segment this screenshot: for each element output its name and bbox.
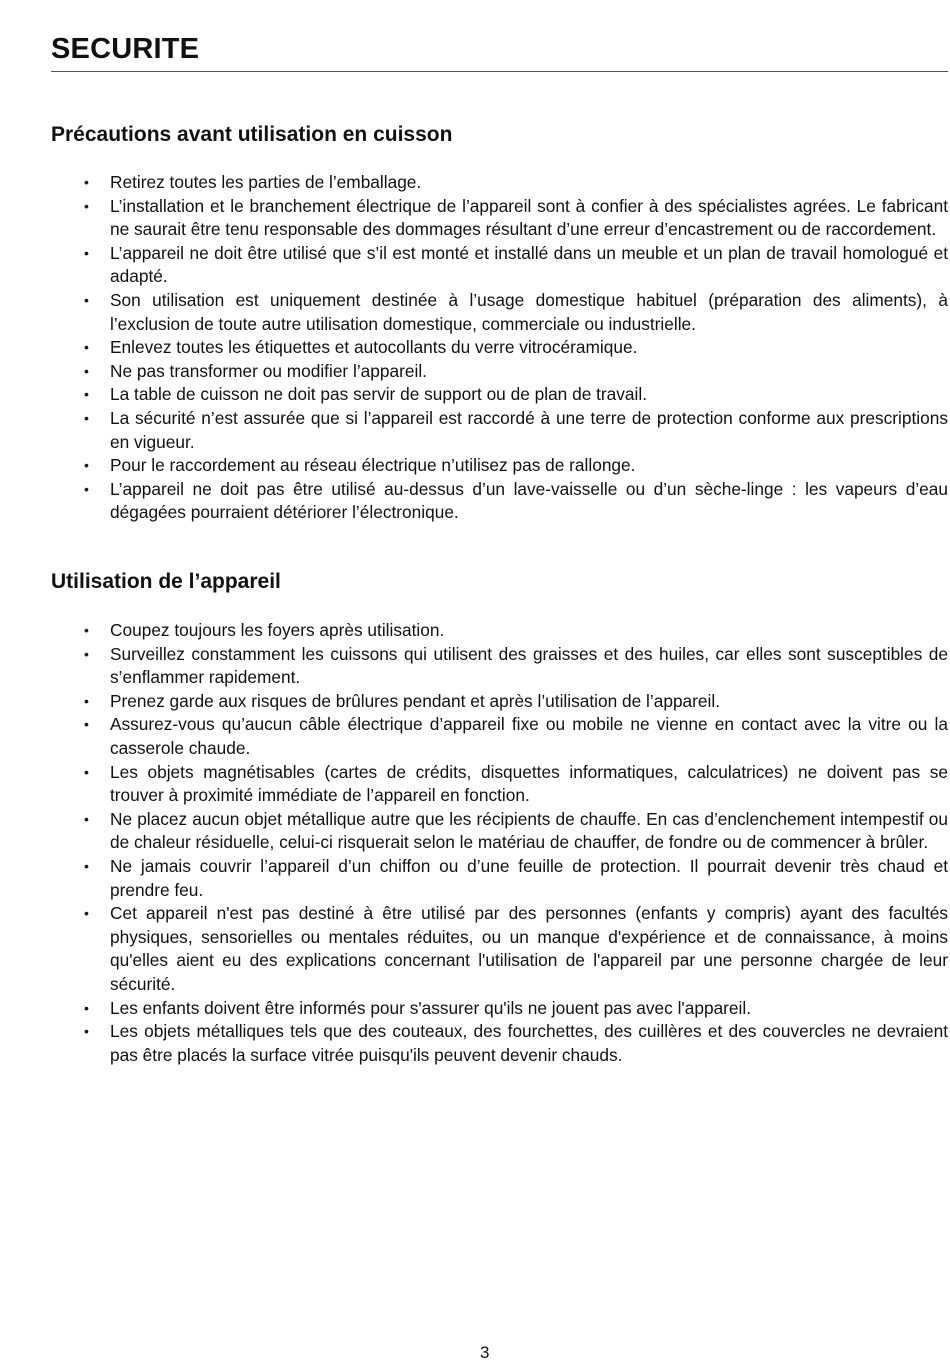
list-item-text: L’appareil ne doit être utilisé que s’il est monté et installé dans un meuble et un plan de travail homologué et adapté. bbox=[110, 242, 948, 287]
list-item bbox=[51, 997, 948, 1021]
list-item-text: Retirez toutes les parties de l’emballage. bbox=[110, 172, 422, 192]
section-precautions bbox=[51, 122, 948, 525]
list-item bbox=[51, 454, 948, 478]
list-item bbox=[51, 289, 948, 336]
bullet-icon: • bbox=[84, 197, 89, 214]
bullet-icon: • bbox=[84, 409, 89, 426]
section-heading: Utilisation de l’appareil bbox=[51, 570, 281, 593]
bullet-icon: • bbox=[84, 174, 89, 190]
bullet-icon: • bbox=[84, 857, 89, 874]
title-divider bbox=[51, 71, 948, 72]
bullet-list bbox=[51, 171, 948, 525]
list-item bbox=[51, 713, 948, 760]
list-item bbox=[51, 855, 948, 902]
bullet-icon: • bbox=[84, 622, 89, 638]
list-item bbox=[51, 1020, 948, 1067]
list-item-text: Coupez toujours les foyers après utilisation. bbox=[110, 620, 445, 640]
list-item bbox=[51, 242, 948, 289]
list-item bbox=[51, 619, 948, 643]
bullet-list bbox=[51, 619, 948, 1067]
list-item-text: Ne placez aucun objet métallique autre que les récipients de chauffe. En cas d’enclenchement intempestif ou de chaleur résiduelle, celui-ci risquerait selon le matériau de chauffer, de fondre ou de commencer à brûler. bbox=[110, 808, 948, 853]
list-item bbox=[51, 761, 948, 808]
list-item-text: Son utilisation est uniquement destinée à l’usage domestique habituel (préparation des aliments), à l’exclusion de toute autre utilisation domestique, commerciale ou industrielle. bbox=[110, 289, 948, 334]
bullet-icon: • bbox=[84, 291, 89, 308]
list-item-text: Les objets magnétisables (cartes de crédits, disquettes informatiques, calculatrices) ne doivent pas se trouver à proximité immédiate de l’appareil en fonction. bbox=[110, 761, 948, 806]
page-number: 3 bbox=[480, 1343, 490, 1362]
list-item bbox=[51, 360, 948, 384]
list-item-text: Surveillez constamment les cuissons qui utilisent des graisses et des huiles, car elles sont susceptibles de s’enflammer rapidement. bbox=[110, 643, 948, 688]
list-item-text: Pour le raccordement au réseau électrique n’utilisez pas de rallonge. bbox=[110, 455, 636, 476]
section-utilisation bbox=[51, 569, 948, 1067]
list-item-text: Prenez garde aux risques de brûlures pendant et après l’utilisation de l’appareil. bbox=[110, 690, 721, 711]
list-item-text: Cet appareil n'est pas destiné à être utilisé par des personnes (enfants y compris) ayant des facultés physiques, sensorielles ou mentales réduites, ou un manque d'expérience et de connaissance, à moins qu'elles aient eu des explications concernant l'utilisation de l'appareil par une personne chargée de leur sécurité. bbox=[110, 903, 948, 994]
bullet-icon: • bbox=[84, 244, 89, 261]
bullet-icon: • bbox=[84, 692, 89, 709]
list-item-text: L’appareil ne doit pas être utilisé au-dessus d’un lave-vaisselle ou d’un sèche-linge : les vapeurs d’eau dégagées pourraient détériorer l’électronique. bbox=[110, 478, 948, 523]
bullet-icon: • bbox=[84, 480, 89, 497]
bullet-icon: • bbox=[84, 339, 89, 356]
list-item-text: Ne pas transformer ou modifier l’appareil. bbox=[110, 360, 427, 381]
list-item-text: L’installation et le branchement électrique de l’appareil sont à confier à des spécialistes agrées. Le fabricant ne saurait être tenu responsable des dommages résultant d’une erreur d’encastrement ou de raccordement. bbox=[110, 195, 948, 240]
bullet-icon: • bbox=[84, 386, 89, 403]
list-item bbox=[51, 383, 948, 407]
list-item bbox=[51, 171, 948, 195]
list-item bbox=[51, 195, 948, 242]
list-item-text: Les objets métalliques tels que des couteaux, des fourchettes, des cuillères et des couvercles ne devraient pas être placés la surface vitrée puisqu'ils peuvent devenir chauds. bbox=[110, 1021, 948, 1065]
list-item-text: La table de cuisson ne doit pas servir de support ou de plan de travail. bbox=[110, 384, 648, 405]
bullet-icon: • bbox=[84, 457, 89, 474]
list-item-text: Ne jamais couvrir l’appareil d’un chiffon ou d’une feuille de protection. Il pourrait devenir très chaud et prendre feu. bbox=[110, 855, 948, 900]
list-item-text: La sécurité n’est assurée que si l’appareil est raccordé à une terre de protection conforme aux prescriptions en vigueur. bbox=[110, 407, 948, 452]
list-item bbox=[51, 808, 948, 855]
section-heading: Précautions avant utilisation en cuisson bbox=[51, 123, 453, 146]
list-item-text: Les enfants doivent être informés pour s'assurer qu'ils ne jouent pas avec l'appareil. bbox=[110, 997, 752, 1018]
list-item bbox=[51, 478, 948, 525]
bullet-icon: • bbox=[84, 1023, 89, 1040]
list-item bbox=[51, 407, 948, 454]
bullet-icon: • bbox=[84, 362, 89, 379]
bullet-icon: • bbox=[84, 905, 89, 922]
page-title: SECURITE bbox=[51, 33, 200, 65]
bullet-icon: • bbox=[84, 716, 89, 733]
list-item bbox=[51, 690, 948, 714]
list-item-text: Assurez-vous qu’aucun câble électrique d’appareil fixe ou mobile ne vienne en contact avec la vitre ou la casserole chaude. bbox=[110, 714, 948, 758]
bullet-icon: • bbox=[84, 810, 89, 827]
bullet-icon: • bbox=[84, 645, 89, 662]
list-item-text: Enlevez toutes les étiquettes et autocollants du verre vitrocéramique. bbox=[110, 337, 638, 358]
list-item bbox=[51, 643, 948, 690]
bullet-icon: • bbox=[84, 999, 89, 1016]
list-item bbox=[51, 902, 948, 996]
bullet-icon: • bbox=[84, 763, 89, 780]
list-item bbox=[51, 336, 948, 360]
